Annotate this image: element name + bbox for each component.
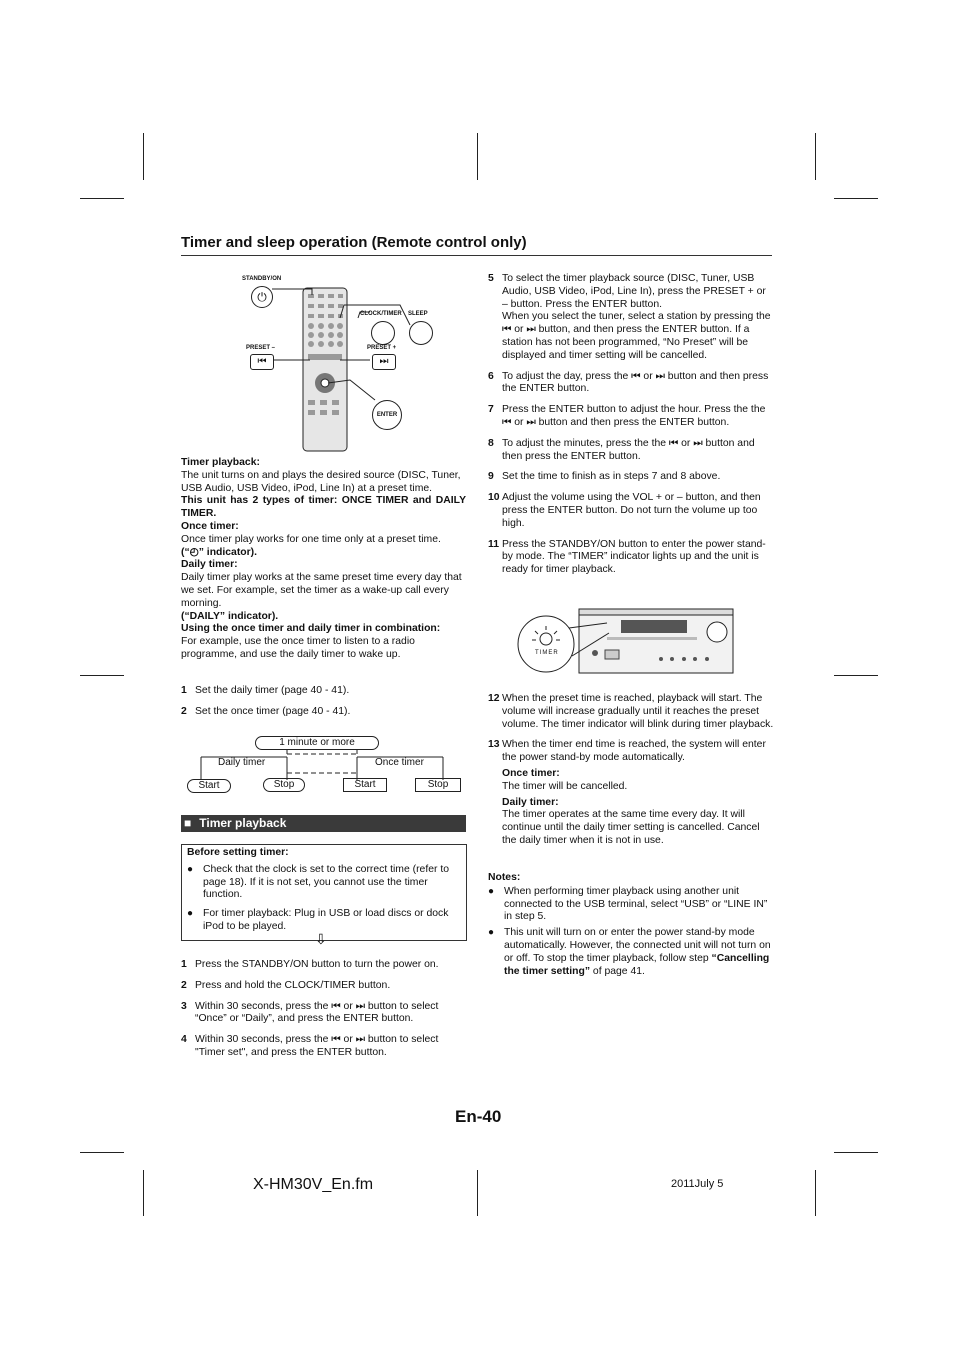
intro-text — [181, 457, 466, 662]
after-daily-text: The timer operates at the same time every day. It will continue until the daily timer setting is cancelled. Cancel the daily timer when it is not in use. — [502, 809, 760, 846]
combination-text: For example, use the once timer to listen to a radio programme, and use the daily timer to wake up. — [181, 636, 415, 660]
timer-playback-text: The unit turns on and plays the desired source (DISC, Tuner, USB Audio, USB Video, iPod, Line In) at a preset time. — [181, 469, 461, 494]
crop-mark — [815, 133, 816, 180]
list-item: 6 To adjust the day, press the ⏮ or ⏭ button and then press the ENTER button. — [488, 370, 769, 395]
standby-button[interactable] — [251, 286, 273, 308]
crop-mark — [80, 198, 124, 199]
daily-timer-text: Daily timer play works at the same preset time every day that we set. For example, set the timer as a wake-up call every morning. — [181, 572, 462, 609]
sleep-button[interactable] — [409, 321, 433, 345]
clock-timer-button[interactable] — [371, 321, 395, 345]
stop-label: Stop — [415, 778, 461, 792]
timer-diagram — [181, 733, 471, 797]
unit-illustration — [517, 606, 735, 676]
procedure-steps — [181, 959, 466, 1068]
sleep-label: SLEEP — [408, 311, 428, 317]
list-item: 2 Set the once timer (page 40 - 41). — [181, 705, 351, 717]
list-item: ● This unit will turn on or enter the power stand-by mode automatically. However, the connected unit will not turn on or off. To stop the timer playback, follow step “Cancelling the timer setting” of page 41. — [488, 927, 771, 977]
stop-label: Stop — [263, 778, 305, 792]
daily-timer-heading: Daily timer: — [181, 559, 238, 571]
crop-mark — [143, 133, 144, 180]
remote-illustration — [240, 270, 440, 455]
list-item: ● Check that the clock is set to the correct time (refer to page 18). If it is not set, you cannot use the timer function. — [187, 863, 450, 901]
list-item: 2 Press and hold the CLOCK/TIMER button. — [181, 979, 391, 991]
after-once-text: The timer will be cancelled. — [502, 780, 628, 792]
enter-label: ENTER — [376, 412, 398, 418]
gap-label: 1 minute or more — [255, 736, 379, 750]
crop-mark — [80, 1152, 124, 1153]
list-item: 8 To adjust the minutes, press the the ⏮ or ⏭ button and then press the ENTER button. — [488, 437, 755, 462]
crop-mark — [834, 198, 878, 199]
section-title-bar — [181, 815, 466, 832]
square-icon: ■ — [184, 816, 192, 830]
down-arrow-icon: ⇩ — [315, 931, 327, 947]
footer-filename: X-HM30V_En.fm — [253, 1176, 374, 1193]
crop-mark — [834, 1152, 878, 1153]
after-daily-heading: Daily timer: — [502, 796, 559, 808]
clock-timer-label: CLOCK/TIMER — [360, 311, 402, 317]
crop-mark — [815, 1170, 816, 1216]
preset-plus-label: PRESET + — [367, 345, 397, 351]
once-timer-text: Once timer play works for one time only at a preset time. — [181, 533, 441, 545]
unit-drawing — [517, 606, 735, 676]
start-label: Start — [343, 778, 387, 792]
page-number: En-40 — [455, 1107, 502, 1126]
start-label: Start — [187, 779, 231, 793]
list-item: 12 When the preset time is reached, playback will start. The volume will increase gradually until it reaches the preset volume. The timer indicator will blink during timer playback. — [488, 693, 774, 730]
list-item: 1 Press the STANDBY/ON button to turn the power on. — [181, 959, 439, 970]
list-item: 10 Adjust the volume using the VOL + or – button, and then press the ENTER button. Do not turn the volume up too high. — [488, 492, 761, 529]
list-item: 13 When the timer end time is reached, the system will enter the power stand-by mode automatically. — [488, 739, 766, 764]
section-title: Timer playback — [199, 816, 287, 830]
section-heading: Timer and sleep operation (Remote control only) — [181, 234, 772, 256]
once-indicator-text: (“◴” indicator). — [181, 546, 258, 558]
notes — [488, 872, 774, 978]
list-item: 11 Press the STANDBY/ON button to enter the power stand-by mode. The “TIMER” indicator lights up and the unit is ready for timer playback. — [488, 538, 766, 576]
two-types-text: This unit has 2 types of timer: ONCE TIMER and DAILY TIMER. — [181, 495, 466, 520]
combination-heading: Using the once timer and daily timer in combination: — [181, 623, 441, 635]
preset-minus-button[interactable] — [250, 354, 274, 370]
power-icon: ⏻ — [257, 290, 267, 304]
timer-playback-heading: Timer playback: — [181, 457, 260, 468]
list-item: 5 To select the timer playback source (DISC, Tuner, USB Audio, USB Video, iPod, Line In), press the PRESET + or – button. Press the ENTER button. When you select the tuner, select a station by pressing the ⏮ or ⏭ button, and then press the ENTER button. If a station has not been programmed, “No Preset” will be displayed and timer setting will be cancelled. — [488, 273, 771, 361]
timer-indicator-label: TIMER — [535, 650, 559, 656]
notes-heading: Notes: — [488, 872, 521, 883]
list-item: ● For timer playback: Plug in USB or load discs or dock iPod to be played. — [187, 908, 449, 932]
after-once-heading: Once timer: — [502, 767, 560, 779]
procedure-steps-continued — [488, 273, 774, 585]
preset-minus-label: PRESET – — [246, 345, 276, 351]
crop-mark — [834, 675, 878, 676]
list-item: 3 Within 30 seconds, press the ⏮ or ⏭ button to select “Once” or “Daily”, and press the ENTER button. — [181, 1000, 439, 1025]
daily-indicator-text: (“DAILY” indicator). — [181, 610, 279, 622]
before-setting-heading: Before setting timer: — [187, 847, 289, 858]
list-item: 7 Press the ENTER button to adjust the hour. Press the the ⏮ or ⏭ button and then press the ENTER button. — [488, 404, 766, 428]
crop-mark — [477, 1170, 478, 1216]
playback-steps — [488, 693, 774, 848]
once-timer-label: Once timer — [375, 757, 424, 768]
list-item: 4 Within 30 seconds, press the ⏮ or ⏭ button to select "Timer set", and press the ENTER button. — [181, 1034, 439, 1058]
list-item: ● When performing timer playback using another unit connected to the USB terminal, select “USB” or “LINE IN” in step 5. — [488, 885, 768, 923]
previous-icon: ⏮ — [257, 356, 267, 367]
standby-label: STANDBY/ON — [242, 276, 282, 282]
set-steps — [181, 685, 466, 727]
list-item: 9 Set the time to finish as in steps 7 and 8 above. — [488, 471, 721, 483]
daily-timer-label: Daily timer — [218, 757, 266, 768]
preset-plus-button[interactable] — [372, 354, 396, 370]
enter-button[interactable] — [372, 400, 402, 430]
next-icon: ⏭ — [379, 356, 389, 367]
crop-mark — [80, 675, 124, 676]
crop-mark — [477, 133, 478, 180]
before-setting-box — [181, 844, 467, 941]
list-item: 1 Set the daily timer (page 40 - 41). — [181, 685, 350, 696]
footer-date: 2011July 5 — [671, 1178, 724, 1190]
crop-mark — [143, 1170, 144, 1216]
once-timer-heading: Once timer: — [181, 520, 239, 532]
